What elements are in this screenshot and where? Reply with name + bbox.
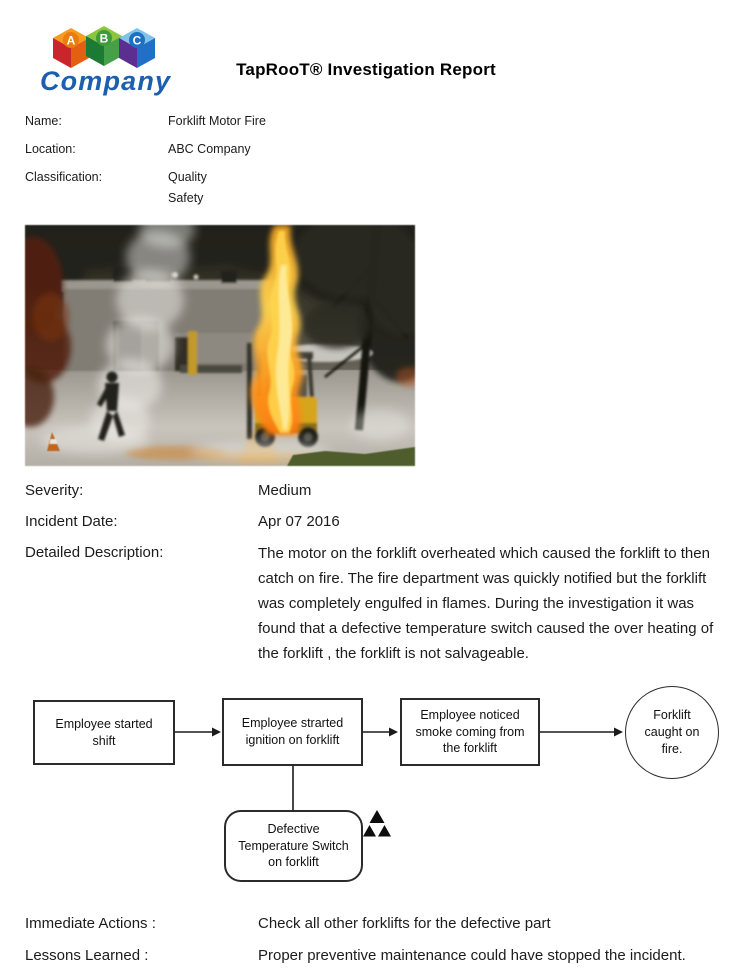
flowchart-step-2 bbox=[222, 698, 363, 766]
immediate-actions-label: Immediate Actions : bbox=[25, 915, 156, 932]
classification-label: Classification: bbox=[25, 170, 103, 184]
logo-letter-a: A bbox=[66, 33, 76, 48]
meta-section bbox=[25, 114, 732, 212]
flowchart-incident-label: Forklift caught on fire. bbox=[644, 708, 700, 756]
flowchart-step-1-label: Employee started shift bbox=[55, 716, 153, 748]
classification-value-safety: Safety bbox=[168, 191, 204, 205]
flowchart-causal-factor-label: Defective Temperature Switch on forklift bbox=[238, 821, 349, 870]
logo-company-wordmark: Company bbox=[40, 66, 170, 96]
incident-photo bbox=[25, 225, 415, 466]
classification-values bbox=[168, 170, 207, 212]
connector-arrow-2 bbox=[363, 728, 398, 737]
severity-value: Medium bbox=[258, 482, 312, 499]
snapchart-flowchart bbox=[0, 679, 732, 894]
field-row-description bbox=[25, 544, 732, 666]
report-header bbox=[0, 0, 732, 104]
details-section bbox=[25, 482, 732, 666]
connector-arrow-1 bbox=[175, 728, 221, 737]
field-row-incident-date bbox=[25, 513, 732, 531]
footer-section bbox=[25, 915, 732, 965]
flowchart-step-1 bbox=[33, 700, 175, 765]
location-value: ABC Company bbox=[168, 142, 251, 156]
flowchart-incident-circle bbox=[625, 686, 719, 779]
severity-label: Severity: bbox=[25, 482, 84, 499]
description-label: Detailed Description: bbox=[25, 544, 164, 561]
flowchart-step-2-label: Employee strarted ignition on forklift bbox=[241, 716, 344, 747]
lessons-learned-value: Proper preventive maintenance could have stopped the incident. bbox=[258, 947, 686, 964]
name-value: Forklift Motor Fire bbox=[168, 114, 266, 128]
field-row-location bbox=[25, 142, 732, 157]
classification-value-quality: Quality bbox=[168, 170, 207, 184]
flowchart-causal-factor-box bbox=[224, 810, 363, 882]
field-row-classification bbox=[25, 170, 732, 212]
field-row-immediate-actions bbox=[25, 915, 732, 933]
field-row-severity bbox=[25, 482, 732, 500]
name-label: Name: bbox=[25, 114, 62, 128]
incident-date-value: Apr 07 2016 bbox=[258, 513, 340, 530]
incident-date-label: Incident Date: bbox=[25, 513, 118, 530]
connector-arrow-3 bbox=[540, 728, 623, 737]
logo-letter-b: B bbox=[99, 31, 109, 46]
field-row-name bbox=[25, 114, 732, 129]
immediate-actions-value: Check all other forklifts for the defective part bbox=[258, 915, 551, 932]
lessons-learned-label: Lessons Learned : bbox=[25, 947, 149, 964]
location-label: Location: bbox=[25, 142, 76, 156]
forklift-fire-photo bbox=[25, 225, 415, 466]
flowchart-step-3 bbox=[400, 698, 540, 766]
description-value: The motor on the forklift overheated which caused the forklift to then catch on fire. The fire department was quickly notified but the forklift was completely engulfed in flames. During the investigation it was found that a defective temperature switch caused the over heating of the forklift , the forklift is not salvageable. bbox=[258, 545, 714, 662]
field-row-lessons-learned bbox=[25, 947, 732, 965]
flowchart-step-3-label: Employee noticed smoke coming from the forklift bbox=[415, 707, 525, 756]
causal-factor-triangles-icon bbox=[363, 810, 391, 837]
logo-letter-c: C bbox=[132, 33, 142, 48]
parked-truck bbox=[175, 331, 253, 375]
report-title: TapRooT® Investigation Report bbox=[236, 60, 496, 79]
